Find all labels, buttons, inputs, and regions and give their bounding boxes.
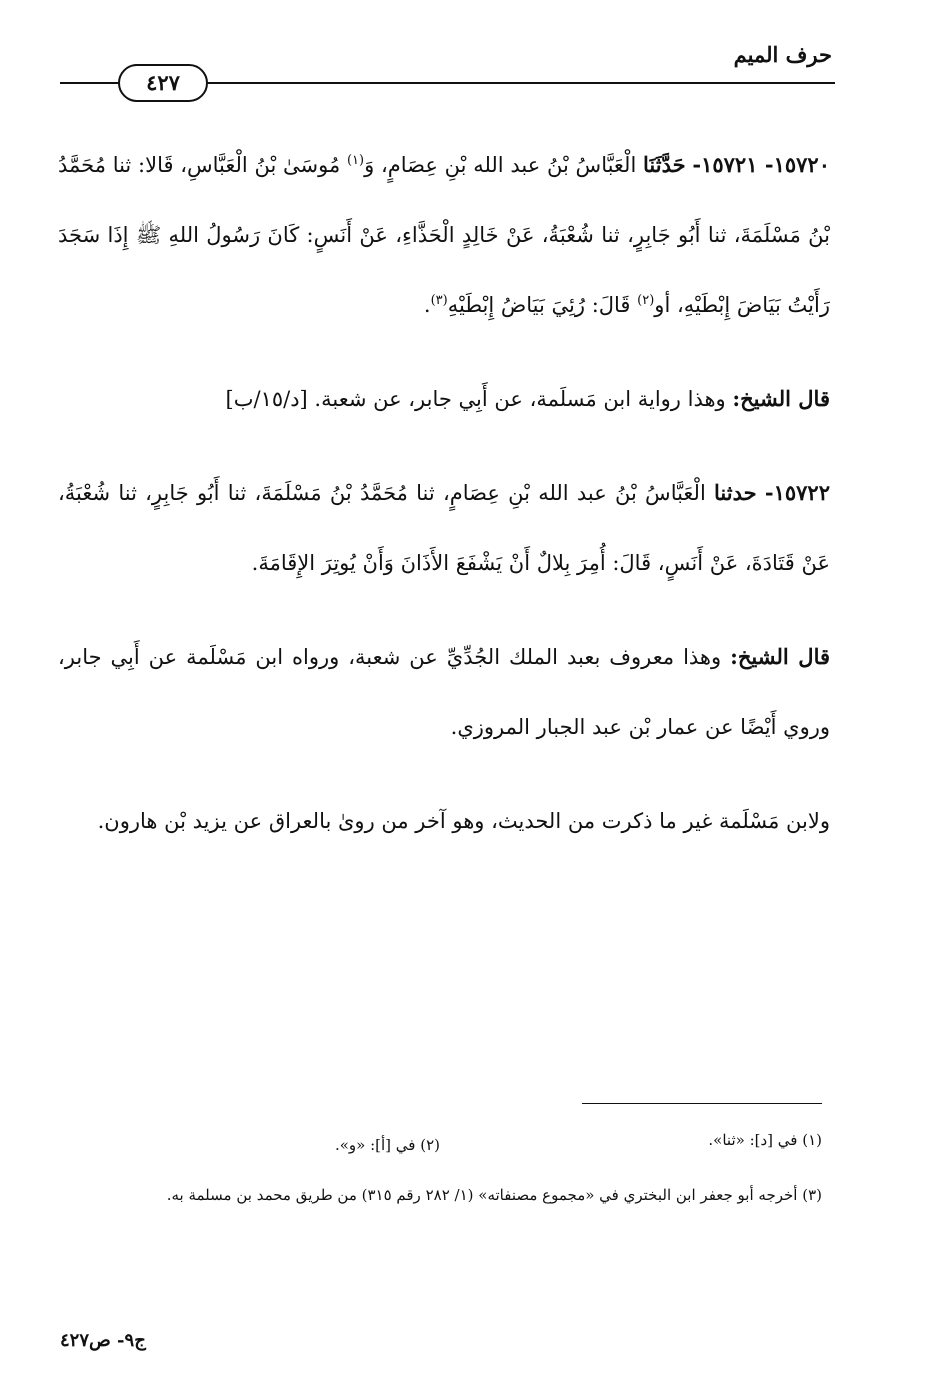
hadith-number: ١٥٧٢٢- (764, 480, 830, 505)
hadith-number: ١٥٧٢٠- ١٥٧٢١- (692, 152, 830, 177)
running-header-title: حرف الميم (733, 42, 832, 67)
footnote-2: (٢) في [أ]: «و». (334, 1136, 440, 1154)
hadith-keyword: حَدَّثَنَا (643, 152, 686, 177)
footnote-marker: (٢) (637, 293, 655, 308)
footnote-3: (٣) أخرجه أبو جعفر ابن البختري في «مجموع مصنفاته» (١/ ٢٨٢ رقم ٣١٥) من طريق محمد بن مسلمة به. (166, 1186, 822, 1204)
hadith-text: قَالَ: رُئِيَ بَيَاضُ إِبْطَيْهِ (447, 293, 638, 317)
hadith-text: مُوسَىٰ بْنُ الْعَبَّاسِ، قَالا: ثنا مُحَمَّدُ بْنُ مَسْلَمَةَ، ثنا أَبُو جَابِرٍ، ثنا شُعْبَةُ، عَنْ خَالِدٍ الْحَذَّاءِ، عَنْ أَنَسٍ: كَانَ رَسُولُ اللهِ ﷺ إِذَا سَجَدَ رَأَيْتُ بَيَاضَ إِبْطَيْهِ، أو (58, 153, 830, 317)
comment-keyword: قال الشيخ: (730, 644, 831, 669)
hadith-text: الْعَبَّاسُ بْنُ عبد الله بْنِ عِصَامٍ، ثنا مُحَمَّدُ بْنُ مَسْلَمَةَ، ثنا أَبُو جَابِرٍ، ثنا شُعْبَةُ، عَنْ قَتَادَةَ، عَنْ أَنَسٍ، قَالَ: أُمِرَ بِلالٌ أَنْ يَشْفَعَ الأَذَانَ وَأَنْ يُوتِرَ الإِقَامَةَ. (58, 481, 830, 575)
closing-paragraph (58, 786, 830, 856)
hadith-entry-15722 (58, 458, 830, 598)
footnote-rule (582, 1103, 822, 1104)
hadith-entry-15720-15721 (58, 130, 830, 340)
main-text (58, 130, 830, 880)
footnote-marker: (١) (346, 153, 365, 168)
comment-text: وهذا رواية ابن مَسلَمة، عن أَبِي جابر، عن شعبة. [د/١٥/ب] (225, 387, 733, 411)
sheikh-comment (58, 364, 830, 434)
sheikh-comment (58, 622, 830, 762)
hadith-keyword: حدثنا (714, 480, 757, 505)
hadith-text: الْعَبَّاسُ بْنُ عبد الله بْنِ عِصَامٍ، وَ (364, 153, 637, 177)
paragraph-text: ولابن مَسْلَمة غير ما ذكرت من الحديث، وهو آخر من روىٰ بالعراق عن يزيد بْن هارون. (97, 809, 830, 833)
footnote-1: (١) في [د]: «ثنا». (708, 1131, 822, 1149)
hadith-text: . (423, 293, 431, 317)
page-number-badge: ٤٢٧ (118, 64, 208, 102)
comment-text: وهذا معروف بعبد الملك الجُدِّيِّ عن شعبة، ورواه ابن مَسْلَمة عن أَبِي جابر، وروي أَيْضًا عن عمار بْن عبد الجبار المروزي. (58, 645, 830, 739)
volume-page-reference: ج٩- ص٤٢٧ (60, 1330, 146, 1351)
comment-keyword: قال الشيخ: (732, 386, 830, 411)
footnote-marker: (٣) (430, 293, 448, 308)
